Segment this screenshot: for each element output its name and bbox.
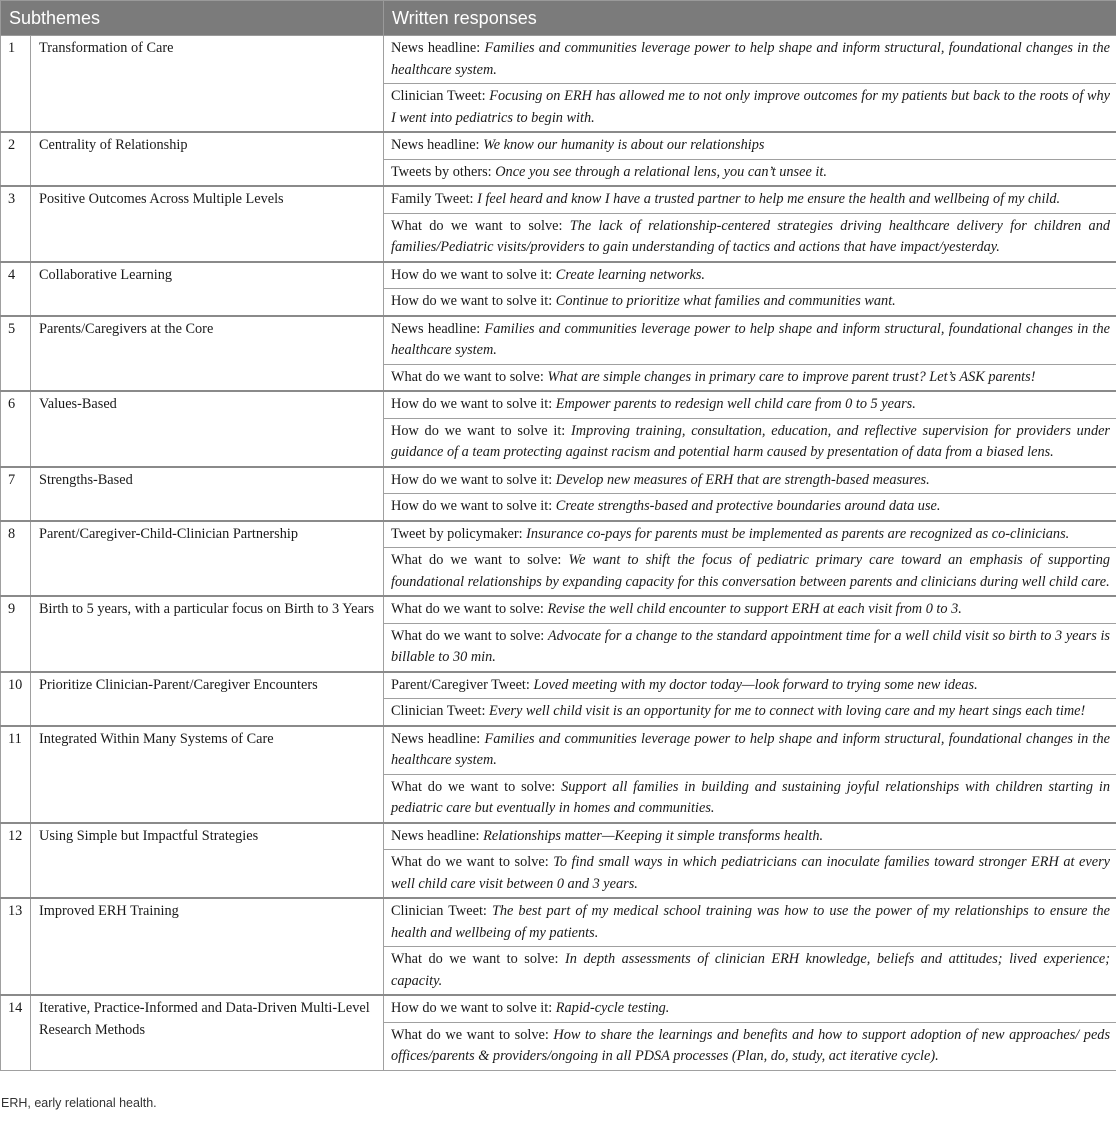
response-text: We know our humanity is about our relationships <box>483 137 765 153</box>
response-text: Rapid-cycle testing. <box>555 1000 670 1016</box>
response-cell <box>384 548 1116 597</box>
response-label: What do we want to solve: <box>391 627 548 644</box>
row-number: 12 <box>1 823 31 899</box>
response-text: Empower parents to redesign well child care from 0 to 5 years. <box>555 396 916 412</box>
response-text: What are simple changes in primary care to improve parent trust? Let’s ASK parents! <box>547 368 1036 385</box>
response-cell <box>384 850 1116 899</box>
table-row <box>1 467 1116 494</box>
response-cell <box>384 823 1116 850</box>
header-written-responses: Written responses <box>384 1 1116 36</box>
subtheme-cell: Using Simple but Impactful Strategies <box>31 823 384 899</box>
response-cell <box>384 467 1116 494</box>
response-label: How do we want to solve it: <box>391 422 572 439</box>
subtheme-cell: Collaborative Learning <box>31 262 384 316</box>
subtheme-cell: Integrated Within Many Systems of Care <box>31 726 384 823</box>
header-subthemes: Subthemes <box>1 1 384 36</box>
row-number: 9 <box>1 596 31 672</box>
row-number: 3 <box>1 186 31 262</box>
table-footnote: ERH, early relational health. <box>1 1096 157 1110</box>
row-number: 11 <box>1 726 31 823</box>
response-cell <box>384 521 1116 548</box>
response-label: What do we want to solve: <box>391 552 569 568</box>
response-label: Clinician Tweet: <box>391 903 492 919</box>
subtheme-cell: Birth to 5 years, with a particular focus on Birth to 3 Years <box>31 596 384 672</box>
table-body <box>1 36 1116 1071</box>
response-label: How do we want to solve it: <box>391 1000 556 1016</box>
response-text: Create learning networks. <box>555 266 705 283</box>
response-label: News headline: <box>391 730 485 747</box>
response-cell <box>384 84 1116 133</box>
response-cell <box>384 699 1116 726</box>
response-label: What do we want to solve: <box>391 1026 554 1043</box>
response-cell <box>384 364 1116 391</box>
response-cell <box>384 36 1116 84</box>
response-text: Revise the well child encounter to support ERH at each visit from 0 to 3. <box>547 601 962 617</box>
subtheme-cell: Values-Based <box>31 391 384 467</box>
response-cell <box>384 289 1116 316</box>
response-text: Advocate for a change to the standard appointment time for a well child visit so birth to 3 years is billable to 30 min. <box>391 627 1110 665</box>
response-cell <box>384 316 1116 365</box>
response-text: Families and communities leverage power to help shape and inform structural, foundational changes in the healthcare system. <box>391 40 1110 78</box>
table-row <box>1 36 1116 84</box>
row-number: 8 <box>1 521 31 597</box>
response-label: How do we want to solve it: <box>391 396 556 412</box>
response-cell <box>384 1022 1116 1070</box>
response-label: How do we want to solve it: <box>391 471 556 488</box>
table-row <box>1 672 1116 699</box>
response-text: Continue to prioritize what families and communities want. <box>555 293 896 309</box>
response-text: We want to shift the focus of pediatric primary care toward an emphasis of supporting foundational relationships by expanding capacity for this conversation between parents and clinicians during well child care. <box>391 552 1110 590</box>
row-number: 5 <box>1 316 31 392</box>
response-cell <box>384 672 1116 699</box>
response-text: Every well child visit is an opportunity for me to connect with loving care and my heart sings each time! <box>489 703 1086 719</box>
response-text: To find small ways in which pediatricians can inoculate families toward stronger ERH at every well child care visit between 0 and 3 years. <box>391 854 1110 892</box>
response-label: Clinician Tweet: <box>391 703 489 719</box>
response-label: What do we want to solve: <box>391 951 565 967</box>
table-row <box>1 995 1116 1022</box>
table-row <box>1 186 1116 213</box>
response-text: In depth assessments of clinician ERH knowledge, beliefs and attitudes; lived experience; capacity. <box>391 951 1111 989</box>
table-row <box>1 596 1116 623</box>
response-text: Once you see through a relational lens, you can’t unsee it. <box>495 163 827 180</box>
subtheme-cell: Strengths-Based <box>31 467 384 521</box>
response-label: What do we want to solve: <box>391 368 548 385</box>
response-label: News headline: <box>391 827 484 844</box>
subtheme-cell: Centrality of Relationship <box>31 132 384 186</box>
response-text: The lack of relationship-centered strategies driving healthcare delivery for children and families/Pediatric visits/providers to gain understanding of tactics and actions that have impact/yesterday. <box>391 217 1110 255</box>
table-row <box>1 898 1116 947</box>
subtheme-cell: Prioritize Clinician-Parent/Caregiver Encounters <box>31 672 384 726</box>
response-label: Family Tweet: <box>391 191 478 207</box>
response-text: Focusing on ERH has allowed me to not only improve outcomes for my patients but back to the roots of why I went into pediatrics to begin with. <box>391 88 1111 126</box>
response-cell <box>384 726 1116 775</box>
response-text: Support all families in building and sustaining joyful relationships with children starting in pediatric care but eventually in homes and communities. <box>391 778 1110 816</box>
response-text: Families and communities leverage power to help shape and inform structural, foundational changes in the healthcare system. <box>391 320 1110 358</box>
subtheme-cell: Improved ERH Training <box>31 898 384 995</box>
response-label: What do we want to solve: <box>391 217 570 234</box>
response-label: How do we want to solve it: <box>391 293 556 309</box>
subtheme-cell: Transformation of Care <box>31 36 384 133</box>
response-label: What do we want to solve: <box>391 601 548 617</box>
table-row <box>1 823 1116 850</box>
response-text: Loved meeting with my doctor today—look forward to trying some new ideas. <box>533 676 978 693</box>
response-label: Parent/Caregiver Tweet: <box>391 676 534 693</box>
response-text: How to share the learnings and benefits and how to support adoption of new approaches/ peds offices/parents & providers/ongoing in all PDSA processes (Plan, do, study, act iterative cycle). <box>391 1026 1111 1064</box>
response-label: How do we want to solve it: <box>391 266 556 283</box>
response-text: Families and communities leverage power to help shape and inform structural, foundational changes in the healthcare system. <box>391 730 1110 768</box>
response-label: News headline: <box>391 320 485 337</box>
response-text: Develop new measures of ERH that are strength-based measures. <box>555 471 930 488</box>
response-cell <box>384 418 1116 467</box>
table-row <box>1 316 1116 365</box>
row-number: 10 <box>1 672 31 726</box>
response-cell <box>384 262 1116 289</box>
table-row <box>1 132 1116 159</box>
response-cell <box>384 159 1116 186</box>
row-number: 2 <box>1 132 31 186</box>
response-label: Tweets by others: <box>391 163 496 180</box>
response-cell <box>384 995 1116 1022</box>
response-label: News headline: <box>391 40 485 56</box>
table-row <box>1 521 1116 548</box>
row-number: 6 <box>1 391 31 467</box>
row-number: 1 <box>1 36 31 133</box>
subtheme-cell: Iterative, Practice-Informed and Data-Driven Multi-Level Research Methods <box>31 995 384 1070</box>
response-label: Clinician Tweet: <box>391 88 490 104</box>
response-cell <box>384 774 1116 823</box>
row-number: 4 <box>1 262 31 316</box>
table-row <box>1 262 1116 289</box>
response-cell <box>384 132 1116 159</box>
subtheme-cell: Parents/Caregivers at the Core <box>31 316 384 392</box>
table-row <box>1 726 1116 775</box>
response-cell <box>384 186 1116 213</box>
response-cell <box>384 898 1116 947</box>
header-row <box>1 1 1116 36</box>
response-text: I feel heard and know I have a trusted partner to help me ensure the health and wellbeing of my child. <box>477 191 1061 207</box>
response-cell <box>384 494 1116 521</box>
response-cell <box>384 213 1116 262</box>
response-text: Improving training, consultation, education, and reflective supervision for providers under guidance of a team protecting against racism and potential harm caused by presentation of data from a biased lens. <box>391 422 1110 460</box>
response-label: Tweet by policymaker: <box>391 525 527 542</box>
response-label: What do we want to solve: <box>391 854 554 870</box>
response-label: What do we want to solve: <box>391 778 562 795</box>
response-label: How do we want to solve it: <box>391 498 556 514</box>
subtheme-cell: Positive Outcomes Across Multiple Levels <box>31 186 384 262</box>
response-text: Create strengths-based and protective boundaries around data use. <box>555 498 941 514</box>
row-number: 14 <box>1 995 31 1070</box>
response-text: Insurance co-pays for parents must be implemented as parents are recognized as co-clinicians. <box>526 525 1070 542</box>
response-cell <box>384 596 1116 623</box>
response-cell <box>384 391 1116 418</box>
response-text: The best part of my medical school training was how to use the power of my relationships to ensure the health and wellbeing of my patients. <box>391 903 1110 941</box>
response-text: Relationships matter—Keeping it simple transforms health. <box>483 827 824 844</box>
table-row <box>1 391 1116 418</box>
response-label: News headline: <box>391 137 484 153</box>
row-number: 7 <box>1 467 31 521</box>
subtheme-cell: Parent/Caregiver-Child-Clinician Partnership <box>31 521 384 597</box>
response-cell <box>384 947 1116 996</box>
row-number: 13 <box>1 898 31 995</box>
response-cell <box>384 623 1116 672</box>
